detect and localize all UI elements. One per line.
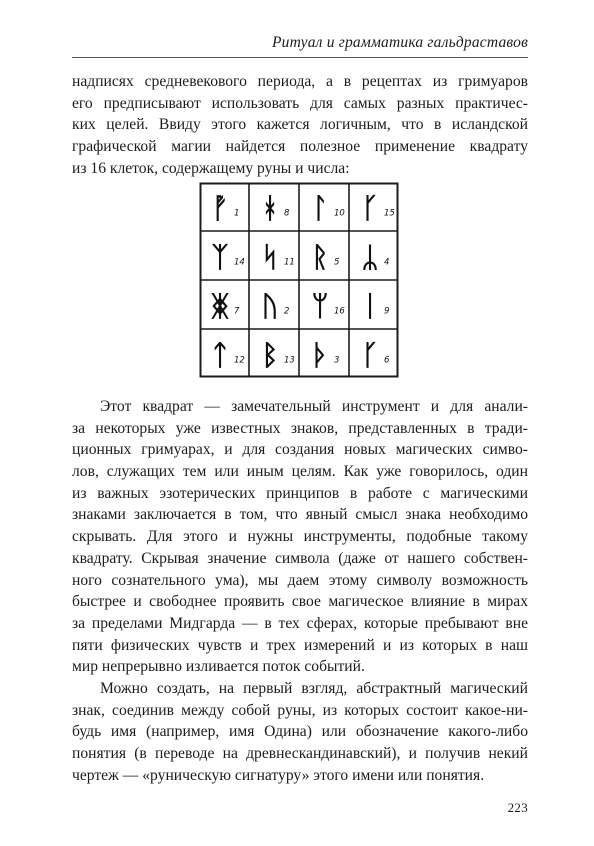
rune-glyph: ᚴ: [361, 191, 379, 225]
rune-glyph: ᛒ: [261, 338, 279, 372]
rune-cell: [262, 289, 290, 322]
rune-glyph: ᛁ: [361, 289, 379, 323]
text-line: ционных гримуарах, и для создания новых магических симво-: [72, 441, 528, 459]
text-line: графической магии найдется полезное применение квадрату: [72, 138, 528, 156]
rune-cell: [362, 338, 390, 371]
rune-glyph: ᚱ: [311, 240, 329, 274]
text-line: скрывать. Для этого и нужны инструменты, подобные такому: [72, 528, 528, 546]
rune-cell: [262, 240, 295, 273]
rune-number: 12: [234, 355, 245, 366]
rune-cell: [212, 191, 240, 224]
rune-square: [199, 182, 399, 378]
running-header: Ритуал и грамматика гальдраставов: [272, 34, 528, 51]
text-line: будь имя (например, имя Одина) или обозначение какого-либо: [72, 723, 528, 741]
rune-number: 1: [234, 208, 240, 219]
rune-square-figure: [199, 182, 399, 378]
rune-number: 10: [334, 208, 345, 219]
rune-number: 11: [284, 257, 295, 268]
rune-number: 4: [384, 257, 390, 268]
text-line: Можно создать, на первый взгляд, абстрактный магический: [100, 679, 528, 697]
rune-glyph: ᛏ: [211, 338, 229, 372]
text-line: ного сознательного ума), мы даем этому символу возможность: [72, 571, 528, 589]
rune-cell: [262, 338, 295, 371]
text-line: Этот квадрат — замечательный инструмент и для анали-: [100, 398, 528, 415]
text-line: лов, служащих тем или иным целям. Как уже говорилось, один: [72, 463, 528, 481]
text-line: быстрее и свободнее проявить свое магическое влияние в мирах: [72, 593, 528, 611]
rune-number: 5: [334, 257, 340, 268]
rune-cell: [212, 338, 245, 371]
page-number: 223: [507, 800, 528, 815]
rune-number: 15: [384, 208, 395, 219]
text-line: ких целей. Ввиду этого кажется логичным, что в исландской: [72, 116, 528, 134]
header-rule: [72, 57, 528, 58]
rune-cell: [262, 191, 290, 224]
rune-number: 2: [284, 306, 290, 317]
rune-glyph: ᚦ: [311, 338, 329, 372]
rune-number: 7: [234, 306, 240, 317]
rune-cell: [212, 240, 245, 273]
rune-cell: [362, 289, 390, 322]
rune-cell: [362, 191, 395, 224]
text-line: мир непрерывно изливается поток событий.: [72, 658, 365, 676]
rune-glyph: ᚴ: [361, 338, 379, 372]
rune-glyph: ᚡ: [211, 191, 229, 225]
rune-number: 13: [284, 355, 295, 366]
rune-cell: [362, 240, 390, 273]
text-line: надписях средневекового периода, а в рецептах из гримуаров: [72, 73, 528, 90]
rune-cell: [312, 338, 340, 371]
text-line: квадрату. Скрывая значение символа (даже от нашего собствен-: [72, 549, 528, 567]
text-line: его предписывают использовать для самых разных практичес-: [72, 94, 528, 112]
rune-number: 3: [334, 355, 340, 366]
rune-glyph: ᛘ: [311, 289, 329, 323]
rune-glyph: ᚢ: [261, 289, 279, 323]
rune-number: 8: [284, 208, 290, 219]
text-line: за пределами Мидгарда — в тех сферах, которые пребывают вне: [72, 614, 528, 632]
rune-number: 14: [234, 257, 245, 268]
rune-glyph: ᛦ: [361, 240, 379, 274]
text-line: за некоторых уже известных знаков, представленных в тради-: [72, 419, 528, 437]
rune-square-cells: [211, 191, 395, 371]
paragraphs-2-3: [72, 396, 528, 786]
rune-number: 9: [384, 306, 390, 317]
text-line: из 16 клеток, содержащему руны и числа:: [72, 159, 350, 177]
rune-cell: [211, 289, 240, 322]
rune-glyph: ᛤ: [211, 289, 229, 323]
text-line: знак, соединив между собой руны, из которых состоит какое-ни-: [72, 701, 528, 719]
rune-cell: [312, 289, 346, 322]
rune-glyph: ᛚ: [311, 191, 329, 225]
text-line: знаками заключается в том, что явный смысл знака необходимо: [72, 506, 528, 524]
rune-glyph: ᛋ: [261, 240, 279, 274]
text-line: чертеж — «руническую сигнатуру» этого имени или понятия.: [72, 766, 485, 784]
text-line: понятия (в переводе на древнескандинавский), и получив некий: [72, 745, 528, 762]
text-line: пяти физических чувств и трех измерений и из которых в наш: [72, 636, 528, 654]
rune-glyph: ᛉ: [211, 240, 229, 274]
rune-number: 6: [384, 355, 390, 366]
paragraph-1: [72, 71, 528, 179]
text-line: из важных эзотерических принципов в работе с магическими: [72, 484, 528, 502]
rune-cell: [312, 240, 340, 273]
rune-number: 16: [334, 306, 345, 317]
rune-glyph: ᚼ: [261, 191, 279, 225]
rune-cell: [312, 191, 345, 224]
